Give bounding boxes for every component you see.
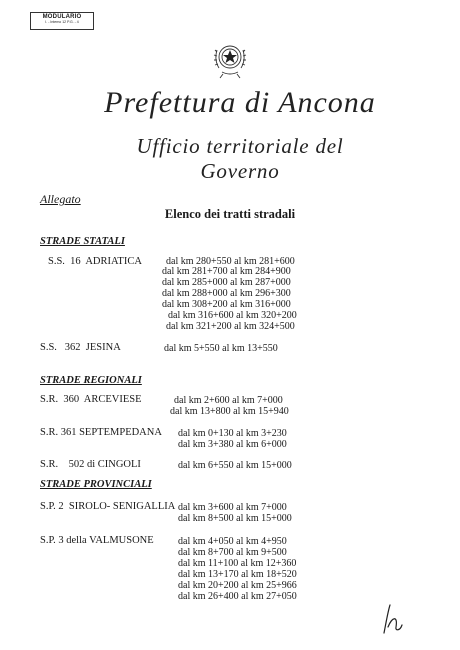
road-segment: dal km 4+050 al km 4+950 bbox=[178, 536, 287, 547]
road-segment: dal km 5+550 al km 13+550 bbox=[164, 343, 278, 354]
road-name: S.S. 362 JESINA bbox=[40, 342, 121, 353]
road-name: S.R. 361 SEPTEMPEDANA bbox=[40, 427, 162, 438]
road-segment: dal km 321+200 al km 324+500 bbox=[166, 321, 295, 332]
allegato-label: Allegato bbox=[40, 192, 81, 206]
road-segment: dal km 3+380 al km 6+000 bbox=[178, 439, 287, 450]
road-segment: dal km 13+800 al km 15+940 bbox=[170, 406, 289, 417]
road-segment: dal km 288+000 al km 296+300 bbox=[162, 288, 291, 299]
road-name: S.R. 360 ARCEVIESE bbox=[40, 394, 142, 405]
signature-icon bbox=[372, 597, 412, 637]
road-name: S.P. 3 della VALMUSONE bbox=[40, 535, 154, 546]
road-segment: dal km 11+100 al km 12+360 bbox=[178, 558, 297, 569]
document-title: Elenco dei tratti stradali bbox=[164, 207, 296, 221]
modulario-title: MODULARIO bbox=[42, 14, 82, 20]
road-name: S.R. 502 di CINGOLI bbox=[40, 459, 141, 470]
road-segment: dal km 26+400 al km 27+050 bbox=[178, 591, 297, 602]
road-segment: dal km 280+550 al km 281+600 bbox=[166, 256, 295, 267]
road-segment: dal km 2+600 al km 7+000 bbox=[174, 395, 283, 406]
section-strade-provinciali: STRADE PROVINCIALI bbox=[40, 479, 152, 490]
road-segment: dal km 316+600 al km 320+200 bbox=[168, 310, 297, 321]
road-segment: dal km 0+130 al km 3+230 bbox=[178, 428, 287, 439]
road-segment: dal km 285+000 al km 287+000 bbox=[162, 277, 291, 288]
republic-emblem-icon bbox=[210, 38, 250, 82]
road-segment: dal km 6+550 al km 15+000 bbox=[178, 460, 292, 471]
road-segment: dal km 8+700 al km 9+500 bbox=[178, 547, 287, 558]
road-segment: dal km 8+500 al km 15+000 bbox=[178, 513, 292, 524]
road-segment: dal km 13+170 al km 18+520 bbox=[178, 569, 297, 580]
section-strade-statali: STRADE STATALI bbox=[40, 236, 125, 247]
ufficio-heading: Ufficio territoriale del Governo bbox=[136, 134, 344, 183]
modulario-stamp bbox=[30, 12, 94, 30]
section-strade-regionali: STRADE REGIONALI bbox=[40, 375, 142, 386]
road-name: S.P. 2 SIROLO- SENIGALLIA bbox=[40, 501, 176, 512]
road-segment: dal km 281+700 al km 284+900 bbox=[162, 266, 291, 277]
modulario-subtitle: I. - Interno 12 P.G. - 4 bbox=[45, 20, 79, 24]
prefettura-heading: Prefettura di Ancona bbox=[104, 86, 376, 119]
road-segment: dal km 20+200 al km 25+966 bbox=[178, 580, 297, 591]
road-segment: dal km 308+200 al km 316+000 bbox=[162, 299, 291, 310]
road-name: S.S. 16 ADRIATICA bbox=[48, 256, 142, 267]
road-segment: dal km 3+600 al km 7+000 bbox=[178, 502, 287, 513]
